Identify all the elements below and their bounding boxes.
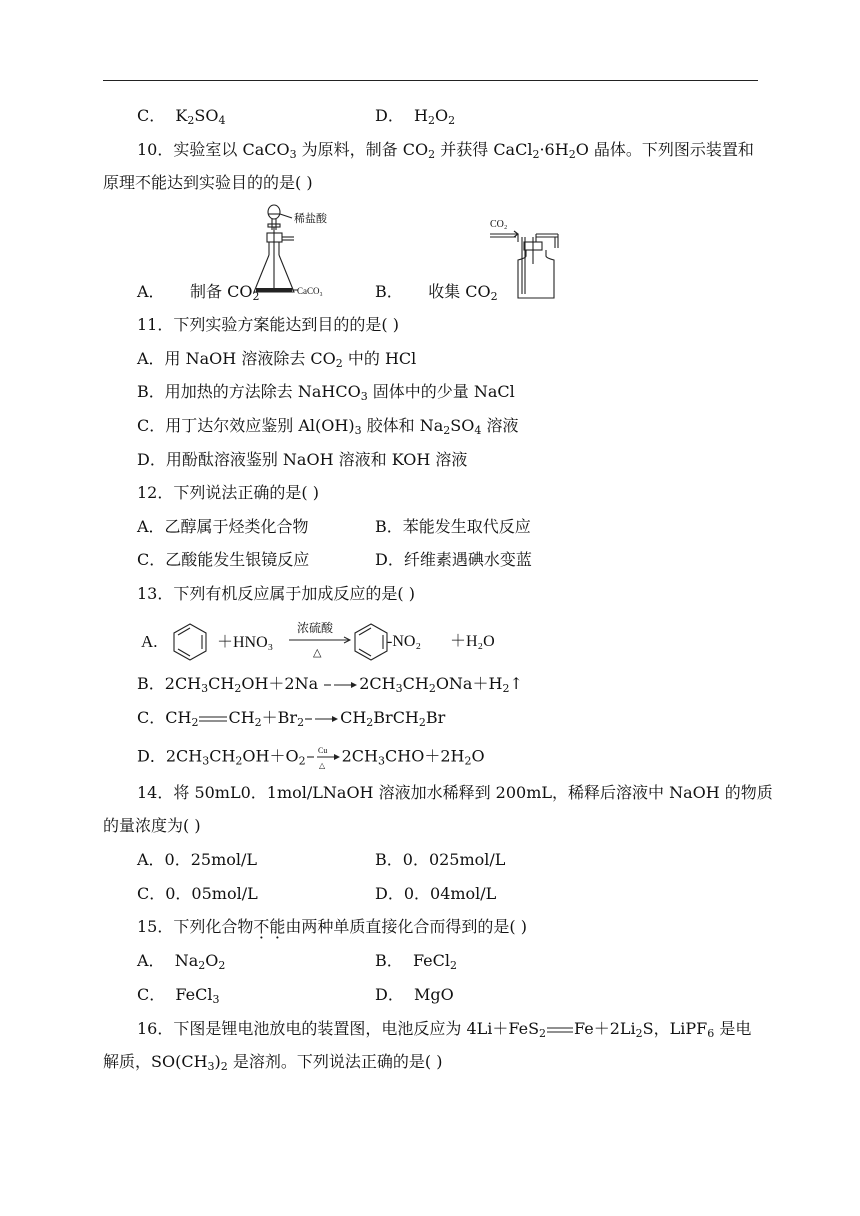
q13-a-condition-bottom: △ xyxy=(313,647,322,659)
q11-option-a: A．用 NaOH 溶液除去 $CO_2$ 中的 HCl xyxy=(137,349,417,370)
q13-stem: 13．下列有机反应属于加成反应的是( ) xyxy=(137,584,415,603)
q13-a-no2: -NO₂ xyxy=(387,633,422,650)
q13-option-b: B．$2CH_3CH_2OH+2Na$ $2CH_3CH_2ONa+H_2↑$ xyxy=(137,674,523,695)
reaction-arrow-icon xyxy=(323,680,359,690)
figure-flask-apparatus xyxy=(248,200,348,300)
q11-option-c: C．用丁达尔效应鉴别 $Al(OH)_3$ 胶体和 $Na_2SO_4$ 溶液 xyxy=(137,416,519,437)
q14-option-d: D．0．04mol/L xyxy=(375,884,497,903)
q13-a-label: A. xyxy=(141,632,158,651)
q10-option-a: A． 制备 $CO_2$ xyxy=(137,282,260,303)
co2-inlet-label: CO₂ xyxy=(490,219,508,230)
q13-a-hno3: ＋HNO₃ xyxy=(217,634,274,651)
dilute-hcl-label: 稀盐酸 xyxy=(294,213,327,225)
q12-option-c: C．乙酸能发生银镜反应 xyxy=(137,550,310,569)
q12-option-b: B．苯能发生取代反应 xyxy=(375,517,531,536)
emphasis-dot-char: 不 xyxy=(253,917,270,936)
caco3-label: CaCO₃ xyxy=(297,286,323,296)
nitrobenzene-ring-icon xyxy=(355,624,387,660)
q10-stem-line1: 10．实验室以 CaCO$_3$ 为原料，制备 $CO_2$ 并获得 $CaCl_2\cdot 6H_2O$ 晶体。下列图示装置和 xyxy=(137,140,754,161)
reaction-arrow-cu-icon xyxy=(306,744,342,770)
q14-option-b: B．0．025mol/L xyxy=(375,850,506,869)
q14-option-a: A．0．25mol/L xyxy=(137,850,258,869)
q15-option-d: D． MgO xyxy=(375,985,454,1004)
reaction-arrow-icon xyxy=(304,714,340,724)
header-rule xyxy=(103,80,758,81)
q16-stem-line1: 16．下图是锂电池放电的装置图，电池反应为 4Li＋FeS$_2$ $Fe+2Li_2S$，LiPF$_6$ 是电 xyxy=(137,1019,752,1040)
q15-option-c: C． FeCl$_3$ xyxy=(137,985,220,1006)
q13-option-a-equation xyxy=(137,615,537,665)
q13-a-h2o: ＋H₂O xyxy=(450,633,495,650)
q14-option-c: C．0．05mol/L xyxy=(137,884,258,903)
q14-stem-line1: 14．将 50mL0．1mol/LNaOH 溶液加水稀释到 200mL，稀释后溶液中 NaOH 的物质 xyxy=(137,783,773,802)
q11-option-b: B．用加热的方法除去 NaHCO$_3$ 固体中的少量 NaCl xyxy=(137,382,515,403)
q13-option-c: C．$CH_2$ $CH_2+Br_2$ $CH_2BrCH_2Br$ xyxy=(137,708,446,729)
q16-stem-line2: 解质，$SO(CH_3)_2$ 是溶剂。下列说法正确的是( ) xyxy=(103,1052,443,1073)
emphasis-dot-char: 能 xyxy=(269,917,286,936)
q11-option-d: D．用酚酞溶液鉴别 NaOH 溶液和 KOH 溶液 xyxy=(137,450,468,469)
q12-option-d: D．纤维素遇碘水变蓝 xyxy=(375,550,532,569)
figure-gas-bottle xyxy=(488,212,568,302)
q12-option-a: A．乙醇属于烃类化合物 xyxy=(137,517,309,536)
q13-a-condition-top: 浓硫酸 xyxy=(297,621,334,635)
q15-option-a: A． $Na_2O_2$ xyxy=(137,951,226,972)
q11-stem: 11．下列实验方案能达到目的的是( ) xyxy=(137,315,399,334)
benzene-ring-icon xyxy=(174,624,206,660)
double-bond-icon xyxy=(198,714,228,724)
q13-d-condition-top: Cu xyxy=(317,746,327,755)
equals-sign-icon xyxy=(546,1025,574,1035)
q13-option-d: D．$2CH_3CH_2OH+O_2$ Cu △ $2CH_3CHO+2H_2O$ xyxy=(137,746,485,770)
q9-option-d: D． $H_2O_2$ xyxy=(375,106,456,127)
q14-stem-line2: 的量浓度为( ) xyxy=(103,816,201,835)
q13-d-condition-bottom: △ xyxy=(318,761,325,770)
q10-option-b: B． 收集 $CO_2$ xyxy=(375,282,498,303)
q12-stem: 12．下列说法正确的是( ) xyxy=(137,483,319,502)
q15-option-b: B． FeCl$_2$ xyxy=(375,951,457,972)
q10-stem-line2: 原理不能达到实验目的的是( ) xyxy=(103,173,313,192)
q9-option-c: C． $K_2SO_4$ xyxy=(137,106,226,127)
q15-stem: 15．下列化合物不能由两种单质直接化合而得到的是( ) xyxy=(137,917,527,936)
